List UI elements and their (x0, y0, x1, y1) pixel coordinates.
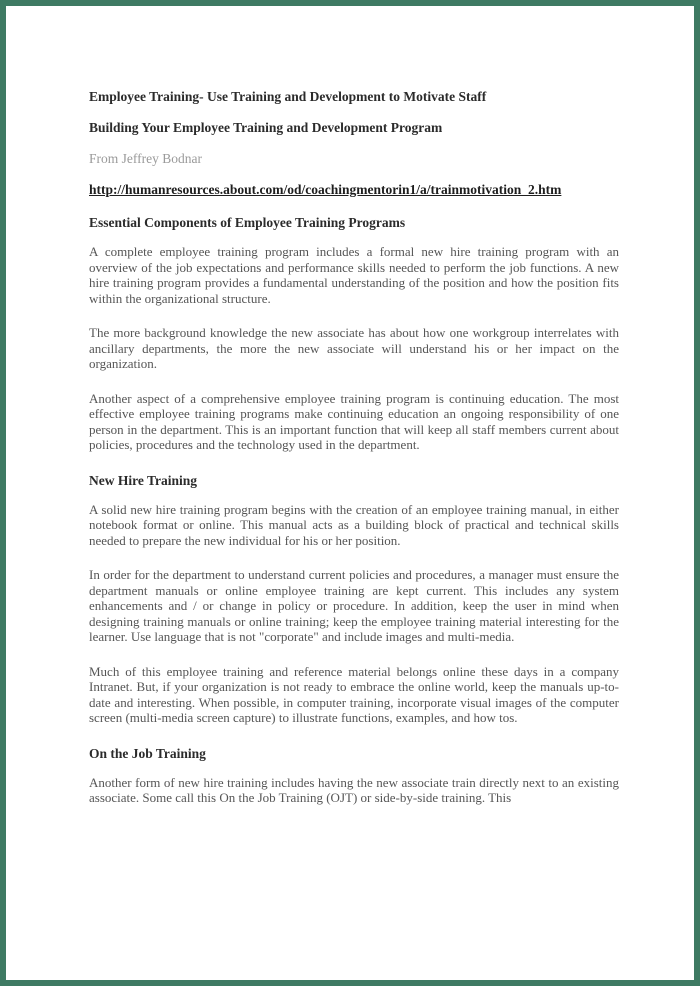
document-content (89, 88, 619, 825)
paragraph: Another form of new hire training includes having the new associate train directly next to an existing associate. Some call this On the Job Training (OJT) or side-by-side training. This (89, 774, 619, 805)
author-byline: From Jeffrey Bodnar (89, 151, 202, 166)
section-heading-new-hire-training: New Hire Training (89, 472, 197, 488)
paragraph: Much of this employee training and reference material belongs online these days in a company Intranet. But, if your organization is not ready to embrace the online world, keep the manuals up-to-date and interesting. When possible, in computer training, incorporate visual images of the computer screen (multi-media screen capture) to illustrate functions, examples, and how tos. (89, 663, 619, 725)
source-url-link[interactable]: http://humanresources.about.com/od/coachingmentorin1/a/trainmotivation_2.htm (89, 182, 562, 197)
document-page (6, 6, 694, 980)
paragraph: A solid new hire training program begins with the creation of an employee training manual, in either notebook format or online. This manual acts as a building block of practical and technical skills needed to prepare the new individual for his or her position. (89, 501, 619, 548)
paragraph: In order for the department to understand current policies and procedures, a manager must ensure the department manuals or online employee training are kept current. This includes any system enhancements and / or change in policy or procedure. In addition, keep the user in mind when designing training manuals or online training; keep the employee training material interesting for the learner. Use language that is not "corporate" and include images and multi-media. (89, 567, 619, 644)
section-heading-on-the-job-training: On the Job Training (89, 745, 206, 761)
paragraph: Another aspect of a comprehensive employee training program is continuing education. The most effective employee training programs make continuing education an ongoing responsibility of one person in the department. This is an important function that will keep all staff members current about policies, procedures and the technology used in the department. (89, 390, 619, 452)
paragraph: A complete employee training program includes a formal new hire training program with an overview of the job expectations and performance skills needed to perform the job functions. A new hire training program provides a fundamental understanding of the position and how the position fits within the organizational structure. (89, 244, 619, 306)
section-heading-essential-components: Essential Components of Employee Training Programs (89, 215, 406, 230)
paragraph: The more background knowledge the new associate has about how one workgroup interrelates with ancillary departments, the more the new associate will understand his or her impact on the organization. (89, 325, 619, 371)
document-title: Employee Training- Use Training and Development to Motivate Staff (89, 89, 487, 104)
document-subtitle: Building Your Employee Training and Development Program (89, 120, 443, 135)
